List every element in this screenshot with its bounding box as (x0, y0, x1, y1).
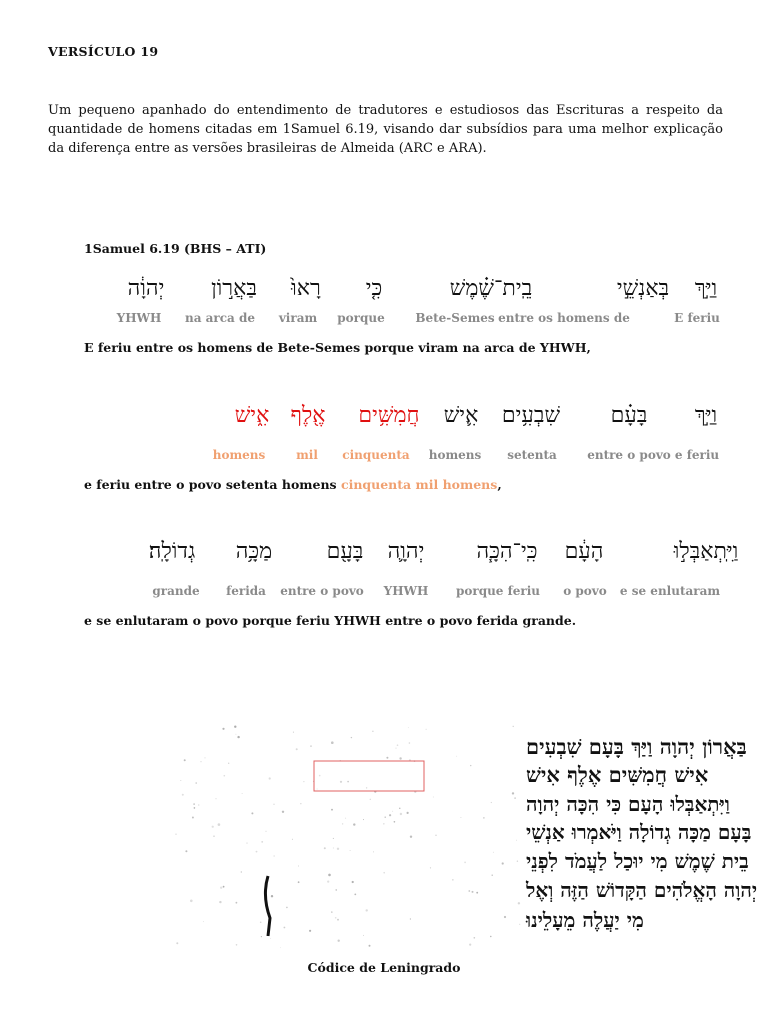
codex-speck (222, 728, 224, 730)
codex-speck (352, 881, 354, 883)
codex-speck (407, 812, 409, 814)
codex-speck (236, 902, 238, 904)
codex-speck (176, 942, 178, 944)
codex-speck (213, 835, 215, 837)
codex-speck (397, 744, 399, 746)
codex-image-svg (176, 726, 758, 948)
codex-speck (260, 922, 262, 924)
codex-speck (201, 761, 202, 762)
gloss-word: o povo (563, 584, 607, 598)
codex-line: יְהוָה הָאֱלֹהִים הַקָּדוֹשׁ הַזֶּה וְאֶל (526, 878, 758, 902)
gloss-word-highlight: mil (296, 448, 318, 462)
gloss-word: E feriu (674, 311, 720, 325)
hebrew-word: רָאוּ֙ (291, 276, 321, 301)
hebrew-word: מַכָּ֥ה (235, 539, 273, 564)
codex-speck (386, 757, 388, 759)
codex-speck (310, 745, 312, 747)
hebrew-word-highlight: אֶ֖לֶף (290, 403, 326, 428)
codex-speck (293, 732, 294, 733)
codex-speck (519, 924, 520, 925)
codex-speck (336, 889, 337, 890)
codex-speck (469, 944, 471, 946)
codex-speck (512, 792, 514, 794)
verse-reference: 1Samuel 6.19 (BHS – ATI) (84, 241, 267, 256)
gloss-word: viram (278, 311, 318, 325)
codex-speck (350, 850, 351, 851)
codex-speck (491, 802, 492, 803)
codex-speck (241, 871, 242, 872)
codex-speck (298, 866, 299, 867)
gloss-word: homens (428, 448, 482, 462)
codex-speck (370, 799, 371, 800)
codex-speck (224, 775, 226, 777)
codex-speck (338, 940, 340, 942)
codex-speck (273, 804, 274, 805)
translation-main: e feriu entre o povo setenta homens (84, 477, 341, 492)
gloss-word-highlight: cinquenta (342, 448, 410, 462)
gloss-word: porque feriu (455, 584, 541, 598)
codex-line: בָּעָם מַכָּה גְדוֹלָה וַיֹּאמְרוּ אַנְשֵׁי (526, 820, 752, 844)
codex-speck (468, 890, 470, 892)
hebrew-word: כִּ֤י (365, 276, 383, 301)
codex-speck (194, 807, 196, 809)
codex-speck (261, 841, 263, 843)
codex-speck (452, 879, 453, 880)
section-title: VERSÍCULO 19 (48, 44, 159, 59)
hebrew-word-highlight: חֲמִשִּׁ֥ים (358, 403, 420, 428)
codex-speck (373, 851, 374, 852)
codex-speck (333, 838, 334, 839)
hebrew-word: יְהוָ֛ה (387, 539, 425, 564)
codex-speck (269, 777, 271, 779)
codex-speck (236, 944, 238, 946)
codex-speck (324, 847, 326, 849)
codex-speck (192, 817, 194, 819)
codex-speck (219, 901, 221, 903)
codex-speck (492, 875, 493, 876)
codex-speck (251, 812, 253, 814)
codex-line: אִישׁ חֲמִשִּׁים אֶלֶף אִישׁ (526, 762, 709, 787)
codex-speck (410, 836, 412, 838)
codex-speck (347, 781, 349, 783)
hebrew-word: וַיַּ֣ךְ (694, 403, 718, 428)
gloss-word: e feriu (674, 448, 720, 462)
codex-speck (246, 842, 247, 843)
hebrew-word: יְהוָ֔ה (127, 276, 165, 301)
codex-speck (342, 823, 343, 824)
hebrew-word: אִ֛ישׁ (443, 403, 479, 428)
gloss-word: entre o povo (587, 448, 671, 462)
codex-speck (392, 811, 393, 812)
codex-speck (271, 895, 273, 897)
codex-speck (331, 741, 334, 744)
hebrew-word: בֵֽית־שֶׁ֗מֶשׁ (449, 276, 533, 301)
gloss-word: entre os homens de (498, 311, 630, 325)
codex-speck (369, 945, 371, 947)
codex-speck (223, 886, 225, 888)
hebrew-word: בְּאַנְשֵׁ֣י (616, 276, 670, 301)
translation-end: , (497, 477, 502, 492)
codex-speck (389, 814, 391, 816)
codex-speck (464, 862, 466, 864)
codex-speck (190, 900, 193, 903)
codex-speck (345, 818, 346, 819)
codex-speck (372, 731, 373, 732)
codex-speck (205, 757, 206, 758)
codex-speck (474, 937, 476, 939)
codex-speck (490, 936, 491, 937)
codex-speck (220, 887, 222, 889)
gloss-word-highlight: homens (212, 448, 266, 462)
hebrew-word: גְדוֹלָֽה׃ (148, 539, 196, 564)
codex-speck (182, 794, 184, 796)
codex-speck (399, 757, 401, 759)
gloss-word: grande (152, 584, 200, 598)
codex-speck (333, 848, 334, 849)
gloss-word: e se enlutaram (619, 584, 721, 598)
codex-speck (193, 803, 194, 804)
hebrew-word: בָּעָ֗ם (610, 403, 648, 428)
codex-speck (366, 909, 368, 911)
gloss-word: na arca de (184, 311, 256, 325)
hebrew-word: הָעָ֔ם (564, 539, 604, 564)
codex-speck (331, 911, 333, 913)
gloss-word: setenta (507, 448, 557, 462)
codex-speck (354, 894, 356, 896)
codex-speck (180, 780, 181, 781)
codex-line: בֵית שֶׁמֶשׁ מִי יוּכַל לַעֲמֹד לִפְנֵי (526, 849, 749, 873)
codex-speck (504, 916, 506, 918)
codex-speck (383, 872, 385, 874)
codex-speck (218, 823, 221, 826)
codex-speck (435, 835, 436, 836)
translation-highlight: cinquenta mil homens (340, 477, 498, 492)
codex-speck (234, 726, 236, 728)
codex-speck (319, 775, 321, 777)
codex-speck (430, 867, 431, 868)
verse-translation (84, 477, 502, 492)
codex-speck (198, 804, 199, 805)
hebrew-word: בַּאֲר֣וֹן (211, 276, 257, 301)
codex-speck (476, 892, 478, 894)
codex-speck (212, 826, 214, 828)
intro-paragraph: Um pequeno apanhado do entendimento de tradutores e estudiosos das Escrituras a respeito da quantidade de homens citadas em 1Samuel 6.19, visando dar subsídios para uma melhor explicação da diferença entre as versões brasileiras de Almeida (ARC e ARA). (48, 103, 723, 156)
gloss-word: ferida (226, 584, 266, 598)
codex-speck (460, 817, 461, 818)
codex-speck (237, 736, 239, 738)
codex-speck (385, 817, 386, 818)
codex-speck (409, 742, 411, 744)
codex-text (525, 734, 757, 932)
codex-speck (309, 930, 311, 932)
codex-speck (351, 737, 352, 738)
gloss-word: Bete-Semes (415, 311, 495, 325)
codex-speck (383, 823, 384, 824)
codex-line: וַיִּתְאַבְּלוּ הָעָם כִּי הִכָּה יְהוָה (526, 792, 730, 816)
codex-speck (216, 798, 217, 799)
codex-image (176, 726, 758, 948)
codex-speck (203, 921, 204, 922)
hebrew-word-highlight: אִ֑ישׁ (234, 403, 270, 428)
codex-speck (337, 848, 339, 850)
codex-speck (514, 797, 516, 799)
codex-speck (298, 881, 300, 883)
codex-speck (282, 811, 284, 813)
codex-speck (337, 919, 339, 921)
codex-speck (185, 850, 187, 852)
codex-speck (286, 907, 288, 909)
codex-speck (270, 938, 271, 939)
codex-speck (410, 918, 411, 919)
gloss-word: porque (337, 311, 385, 325)
codex-speck (363, 935, 364, 936)
hebrew-word: שִׁבְעִ֥ים (501, 403, 561, 428)
gloss-word: YHWH (116, 311, 162, 325)
verse-translation: E feriu entre os homens de Bete-Semes porque viram na arca de YHWH, (84, 340, 591, 355)
codex-speck (396, 748, 397, 749)
codex-speck (394, 821, 396, 823)
codex-speck (256, 851, 258, 853)
codex-speck (483, 817, 484, 818)
codex-speck (327, 881, 329, 883)
codex-speck (408, 727, 409, 728)
codex-speck (184, 759, 186, 761)
codex-speck (518, 902, 520, 904)
gloss-word: YHWH (383, 584, 429, 598)
codex-speck (517, 861, 518, 862)
codex-speck (195, 782, 197, 784)
codex-speck (235, 734, 236, 735)
codex-speck (331, 809, 333, 811)
codex-speck (353, 823, 355, 825)
codex-speck (280, 947, 281, 948)
codex-speck (328, 874, 331, 877)
codex-speck (470, 765, 471, 766)
codex-speck (242, 793, 243, 794)
codex-speck (317, 789, 318, 790)
codex-speck (261, 936, 262, 937)
codex-speck (228, 763, 229, 764)
gloss-word: entre o povo (280, 584, 364, 598)
codex-speck (284, 927, 286, 929)
hebrew-word: וַיִּֽתְאַבְּל֣וּ (673, 539, 739, 564)
codex-speck (513, 726, 514, 727)
codex-speck (175, 833, 177, 835)
hebrew-word: בָּעָ֖ם (326, 539, 364, 564)
hebrew-word: כִּֽי־הִכָּ֧ה (476, 539, 538, 564)
codex-speck (516, 840, 517, 841)
codex-speck (399, 808, 400, 809)
codex-speck (340, 781, 342, 783)
codex-speck (472, 891, 474, 893)
codex-speck (456, 756, 457, 757)
codex-speck (300, 803, 301, 804)
codex-speck (335, 917, 337, 919)
codex-speck (502, 862, 504, 864)
image-caption: Códice de Leningrado (307, 960, 461, 975)
codex-speck (296, 748, 298, 750)
codex-line: מִי יַעֲלֶה מֵעָלֵינוּ (526, 908, 644, 932)
codex-speck (266, 831, 267, 832)
codex-speck (433, 797, 434, 798)
hebrew-word: וַיַּ֣ךְ (694, 276, 718, 301)
codex-speck (292, 839, 293, 840)
codex-speck (400, 813, 402, 815)
codex-background (176, 726, 531, 948)
verse-translation: e se enlutaram o povo porque feriu YHWH entre o povo ferida grande. (84, 613, 577, 628)
codex-speck (493, 852, 494, 853)
codex-speck (426, 729, 427, 730)
codex-speck (303, 781, 304, 782)
codex-speck (363, 819, 364, 820)
codex-speck (366, 787, 367, 788)
codex-line: בַּאֲרוֹן יְהוָה וַיַּךְ בָּעָם שִׁבְעִים (526, 734, 747, 759)
codex-speck (274, 856, 275, 857)
